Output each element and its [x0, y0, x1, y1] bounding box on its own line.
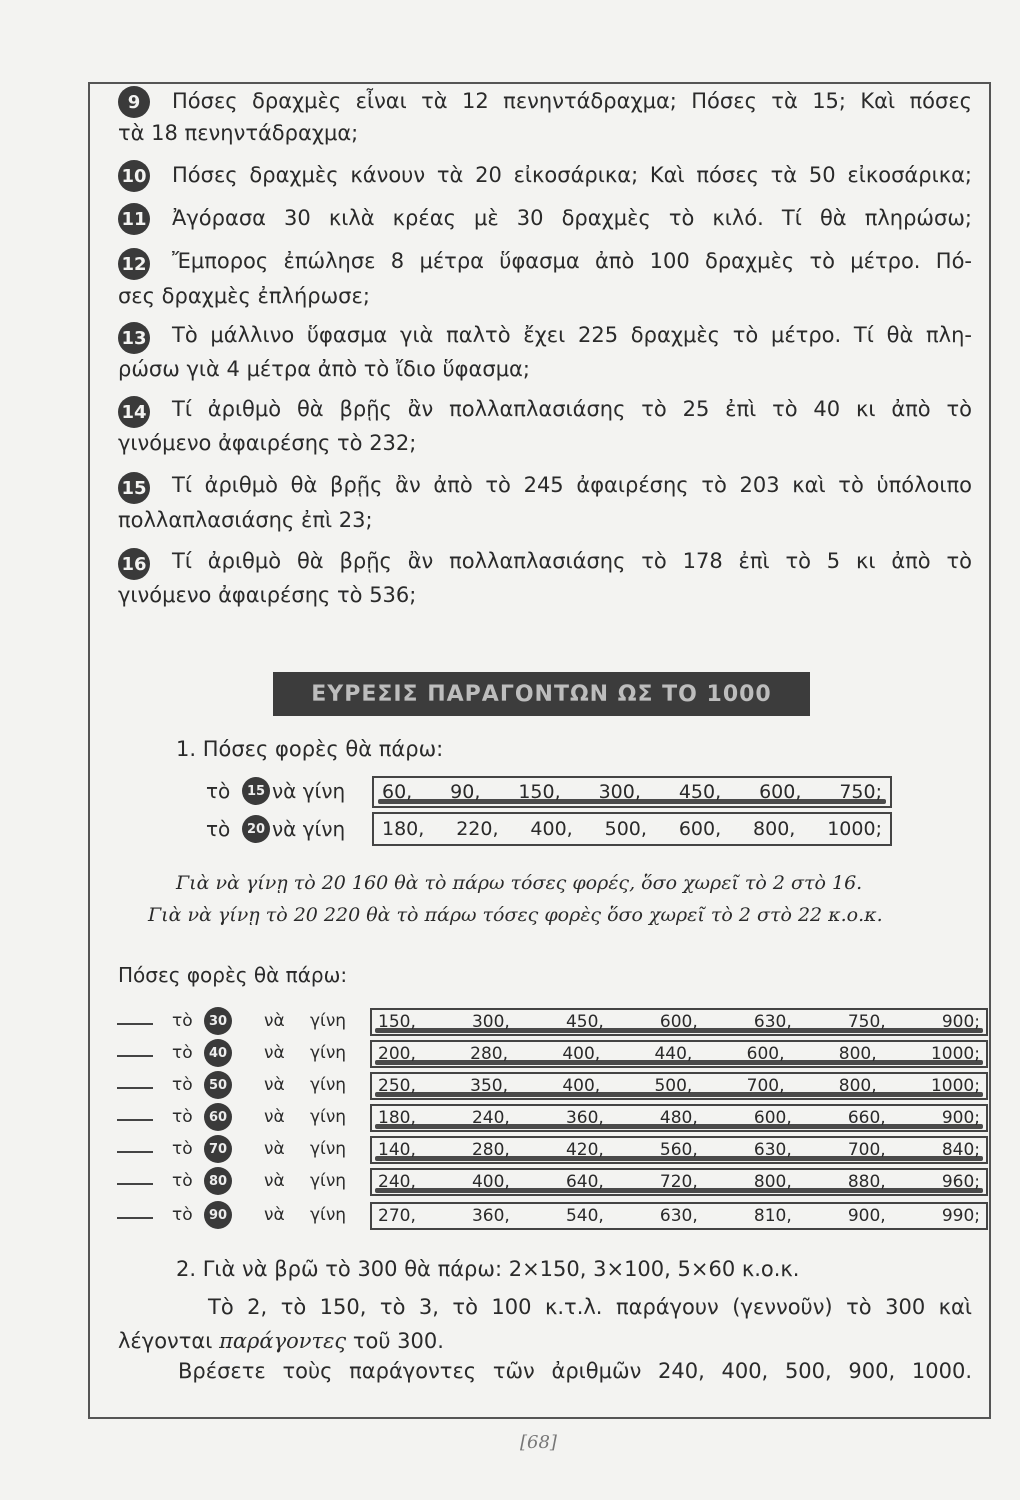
- to-label: τὸ: [172, 1075, 193, 1095]
- seq-value: 450,: [565, 1012, 604, 1032]
- na-label: νὰ: [264, 1171, 285, 1191]
- section1-row2-na-gini: νὰ γίνη: [272, 817, 346, 841]
- na-label: νὰ: [264, 1011, 285, 1031]
- section1-row2-to: τὸ: [206, 817, 231, 841]
- section1b-heading: Πόσες φορὲς θὰ πάρω:: [118, 963, 348, 987]
- section1-row1-to: τὸ: [206, 779, 231, 803]
- seq-value: 800,: [753, 1172, 792, 1192]
- problem-13-line1: Τὸ μάλλινο ὕφασμα γιὰ παλτὸ ἔχει 225 δραχμὲς τὸ μέτρο. Τί θὰ πλη-: [172, 323, 972, 347]
- problem-11-number: 11: [118, 203, 150, 235]
- na-label: νὰ: [264, 1139, 285, 1159]
- seq-value: 360,: [565, 1108, 604, 1128]
- to-label: τὸ: [172, 1171, 193, 1191]
- seq-value: 880,: [847, 1172, 886, 1192]
- example-line-1: Γιὰ νὰ γίνῃ τὸ 20 160 θὰ τὸ πάρω τόσες φορές, ὅσο χωρεῖ τὸ 2 στὸ 16.: [176, 872, 863, 894]
- section2-line2: Τὸ 2, τὸ 150, τὸ 3, τὸ 100 κ.τ.λ. παράγουν (γεννοῦν) τὸ 300 καὶ: [208, 1295, 972, 1319]
- factor-number: 60: [204, 1103, 232, 1131]
- to-label: τὸ: [172, 1043, 193, 1063]
- seq-value: 630,: [753, 1140, 792, 1160]
- problem-15-number: 15: [118, 472, 150, 504]
- seq-value: 600,: [753, 1108, 792, 1128]
- factor-row-40: [114, 1040, 994, 1070]
- seq-value: 800,: [838, 1076, 877, 1096]
- problem-12-number: 12: [118, 248, 150, 280]
- factor-number: 30: [204, 1007, 232, 1035]
- seq-value: 600,: [678, 818, 722, 840]
- seq-value: 600,: [659, 1012, 698, 1032]
- seq-value: 180,: [382, 818, 425, 840]
- seq-value: 630,: [659, 1206, 698, 1226]
- problem-14-line1: Τί ἀριθμὸ θὰ βρῇς ἂν πολλαπλασιάσης τὸ 25 ἐπὶ τὸ 40 κι ἀπὸ τὸ: [172, 397, 972, 421]
- section2-line4: Βρέσετε τοὺς παράγοντες τῶν ἀριθμῶν 240, 400, 500, 900, 1000.: [178, 1359, 972, 1383]
- factor-number: 50: [204, 1071, 232, 1099]
- seq-value: 1000;: [930, 1044, 980, 1064]
- blank-line: [117, 1087, 153, 1089]
- section2-line3: [118, 1326, 444, 1356]
- seq-value: 280,: [471, 1140, 510, 1160]
- seq-value: 480,: [659, 1108, 698, 1128]
- problem-16-number: 16: [118, 548, 150, 580]
- seq-value: 630,: [753, 1012, 792, 1032]
- values-box: [370, 1104, 988, 1132]
- factor-number: 70: [204, 1135, 232, 1163]
- seq-value: 150,: [518, 781, 561, 803]
- seq-value: 800,: [753, 818, 796, 840]
- blank-line: [117, 1183, 153, 1185]
- blank-line: [117, 1119, 153, 1121]
- factor-row-90: [114, 1202, 994, 1232]
- seq-value: 180,: [378, 1108, 416, 1128]
- problem-15-line2: πολλαπλασιάσης ἐπὶ 23;: [118, 508, 373, 532]
- factor-number: 90: [204, 1201, 232, 1229]
- seq-value: 900;: [941, 1012, 980, 1032]
- problem-10-line1: Πόσες δραχμὲς κάνουν τὰ 20 εἰκοσάρικα; Καὶ πόσες τὰ 50 εἰκοσάρικα;: [172, 163, 972, 187]
- seq-value: 1000;: [930, 1076, 980, 1096]
- to-label: τὸ: [172, 1107, 193, 1127]
- seq-value: 400,: [530, 818, 573, 840]
- seq-value: 240,: [378, 1172, 416, 1192]
- seq-value: 400,: [471, 1172, 510, 1192]
- seq-value: 150,: [378, 1012, 416, 1032]
- values-box: [370, 1008, 988, 1036]
- seq-value: 500,: [654, 1076, 693, 1096]
- section1-row1-na-gini: νὰ γίνη: [272, 779, 346, 803]
- section1-heading: 1. Πόσες φορὲς θὰ πάρω:: [176, 737, 444, 761]
- gini-label: γίνη: [310, 1139, 347, 1159]
- seq-value: 750,: [847, 1012, 886, 1032]
- seq-value: 60,: [382, 781, 413, 803]
- problem-13-line2: ρώσω γιὰ 4 μέτρα ἀπὸ τὸ ἴδιο ὕφασμα;: [118, 357, 530, 381]
- problem-15-line1: Τί ἀριθμὸ θὰ βρῇς ἂν ἀπὸ τὸ 245 ἀφαιρέσης τὸ 203 καὶ τὸ ὑπόλοιπο: [172, 473, 972, 497]
- seq-value: 960;: [941, 1172, 980, 1192]
- problem-12-line1: Ἔμπορος ἐπώλησε 8 μέτρα ὕφασμα ἀπὸ 100 δραχμὲς τὸ μέτρο. Πό-: [172, 249, 972, 273]
- na-label: νὰ: [264, 1107, 285, 1127]
- gini-label: γίνη: [310, 1107, 347, 1127]
- seq-value: 990;: [941, 1206, 980, 1226]
- problem-16-line2: γινόμενο ἀφαιρέσης τὸ 536;: [118, 583, 417, 607]
- section1-row2-number: 20: [242, 815, 270, 843]
- gini-label: γίνη: [310, 1011, 347, 1031]
- seq-value: 600,: [746, 1044, 785, 1064]
- seq-value: 720,: [659, 1172, 698, 1192]
- section1-row2-box: [372, 812, 892, 846]
- problem-14-line2: γινόμενο ἀφαιρέσης τὸ 232;: [118, 431, 417, 455]
- factor-row-30: [114, 1008, 994, 1038]
- seq-value: 350,: [470, 1076, 509, 1096]
- blank-line: [117, 1151, 153, 1153]
- seq-value: 540,: [565, 1206, 604, 1226]
- seq-value: 200,: [378, 1044, 416, 1064]
- seq-value: 900;: [941, 1108, 980, 1128]
- seq-value: 700,: [746, 1076, 785, 1096]
- values-box: [370, 1202, 988, 1230]
- seq-value: 140,: [378, 1140, 416, 1160]
- to-label: τὸ: [172, 1011, 193, 1031]
- seq-value: 800,: [838, 1044, 877, 1064]
- seq-value: 300,: [471, 1012, 510, 1032]
- gini-label: γίνη: [310, 1205, 347, 1225]
- problem-14-number: 14: [118, 396, 150, 428]
- blank-line: [117, 1023, 153, 1025]
- section2-line3-c: τοῦ 300.: [346, 1329, 444, 1353]
- blank-line: [117, 1217, 153, 1219]
- problem-9-line2: τὰ 18 πενηντάδραχμα;: [118, 121, 359, 145]
- problem-9-number: 9: [118, 86, 150, 118]
- seq-value: 600,: [759, 781, 802, 803]
- seq-value: 270,: [378, 1206, 416, 1226]
- values-box: [370, 1168, 988, 1196]
- section2-term-factors: παράγοντες: [219, 1329, 347, 1353]
- values-box: [370, 1136, 988, 1164]
- gini-label: γίνη: [310, 1171, 347, 1191]
- seq-value: 700,: [847, 1140, 886, 1160]
- factor-row-60: [114, 1104, 994, 1134]
- to-label: τὸ: [172, 1139, 193, 1159]
- factor-row-70: [114, 1136, 994, 1166]
- gini-label: γίνη: [310, 1075, 347, 1095]
- to-label: τὸ: [172, 1205, 193, 1225]
- seq-value: 280,: [470, 1044, 509, 1064]
- problem-9-line1: Πόσες δραχμὲς εἶναι τὰ 12 πενηντάδραχμα; Πόσες τὰ 15; Καὶ πόσες: [172, 89, 972, 113]
- seq-value: 240,: [471, 1108, 510, 1128]
- seq-value: 90,: [450, 781, 481, 803]
- section2-line1: 2. Γιὰ νὰ βρῶ τὸ 300 θὰ πάρω: 2×150, 3×100, 5×60 κ.ο.κ.: [176, 1257, 800, 1281]
- problem-12-line2: σες δραχμὲς ἐπλήρωσε;: [118, 284, 370, 308]
- seq-value: 450,: [678, 781, 722, 803]
- values-box: [370, 1072, 988, 1100]
- seq-value: 250,: [378, 1076, 416, 1096]
- seq-value: 560,: [659, 1140, 698, 1160]
- seq-value: 500,: [604, 818, 647, 840]
- na-label: νὰ: [264, 1075, 285, 1095]
- seq-value: 840;: [941, 1140, 980, 1160]
- gini-label: γίνη: [310, 1043, 347, 1063]
- seq-value: 660,: [847, 1108, 886, 1128]
- problem-16-line1: Τί ἀριθμὸ θὰ βρῇς ἂν πολλαπλασιάσης τὸ 178 ἐπὶ τὸ 5 κι ἀπὸ τὸ: [172, 549, 972, 573]
- factor-number: 80: [204, 1167, 232, 1195]
- seq-value: 300,: [598, 781, 641, 803]
- problem-13-number: 13: [118, 322, 150, 354]
- seq-value: 900,: [847, 1206, 886, 1226]
- seq-value: 220,: [456, 818, 499, 840]
- seq-value: 810,: [753, 1206, 792, 1226]
- seq-value: 400,: [562, 1044, 601, 1064]
- na-label: νὰ: [264, 1043, 285, 1063]
- section-banner: ΕΥΡΕΣΙΣ ΠΑΡΑΓΟΝΤΩΝ ΩΣ ΤΟ 1000: [273, 672, 810, 716]
- section1-row1-box: [372, 776, 892, 808]
- seq-value: 360,: [471, 1206, 510, 1226]
- factor-row-50: [114, 1072, 994, 1102]
- seq-value: 1000;: [827, 818, 882, 840]
- seq-value: 440,: [654, 1044, 693, 1064]
- example-line-2: Γιὰ νὰ γίνῃ τὸ 20 220 θὰ τὸ πάρω τόσες φορὲς ὅσο χωρεῖ τὸ 2 στὸ 22 κ.ο.κ.: [148, 904, 883, 926]
- factor-row-80: [114, 1168, 994, 1198]
- blank-line: [117, 1055, 153, 1057]
- section1-row1-number: 15: [242, 777, 270, 805]
- factor-number: 40: [204, 1039, 232, 1067]
- problem-11-line1: Ἀγόρασα 30 κιλὰ κρέας μὲ 30 δραχμὲς τὸ κιλό. Τί θὰ πληρώσω;: [172, 206, 972, 230]
- section2-line3-a: λέγονται: [118, 1329, 220, 1353]
- problem-10-number: 10: [118, 160, 150, 192]
- seq-value: 400,: [562, 1076, 601, 1096]
- seq-value: 420,: [565, 1140, 604, 1160]
- page-number: [68]: [520, 1432, 557, 1453]
- values-box: [370, 1040, 988, 1068]
- seq-value: 640,: [565, 1172, 604, 1192]
- seq-value: 750;: [839, 781, 882, 803]
- na-label: νὰ: [264, 1205, 285, 1225]
